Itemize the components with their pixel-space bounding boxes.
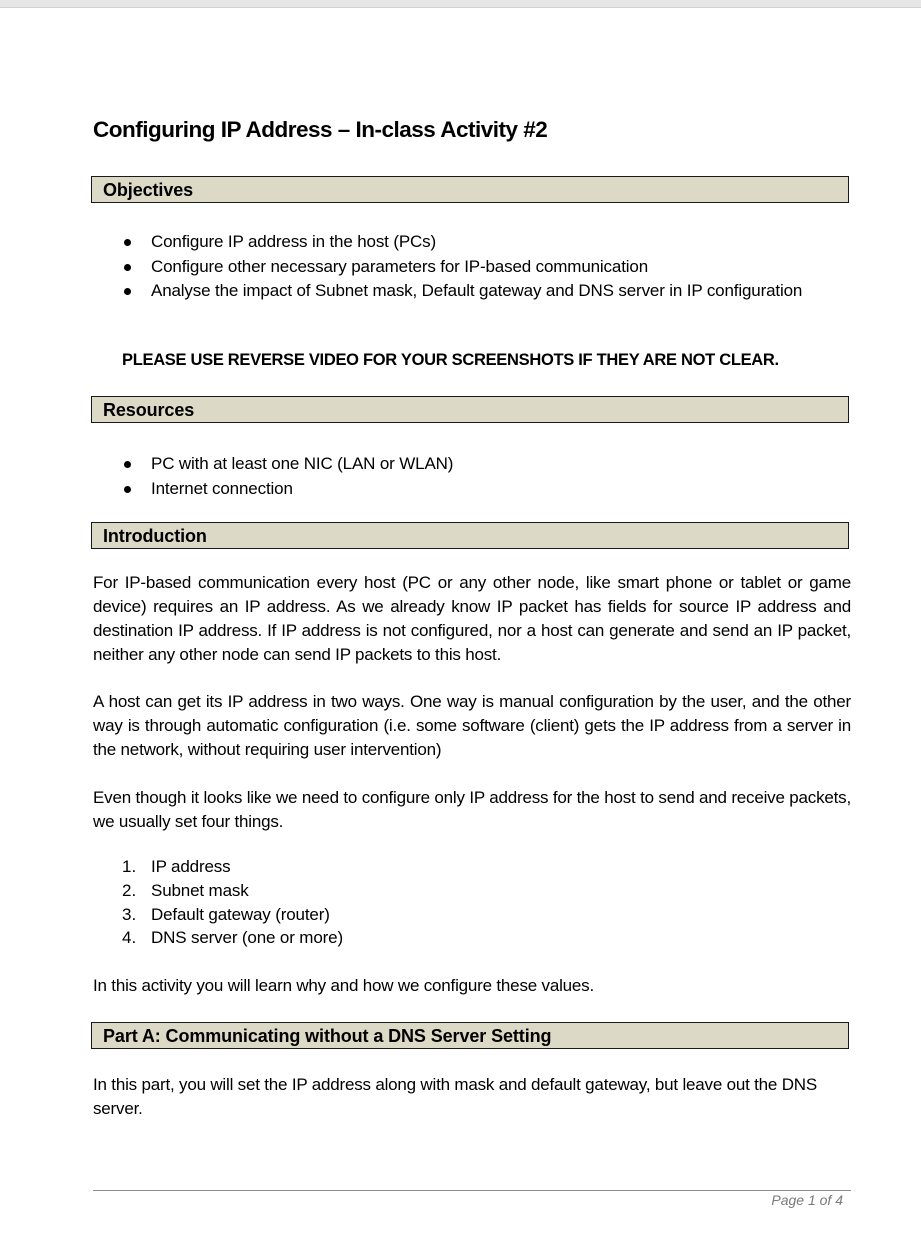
intro-paragraph-2: A host can get its IP address in two ways. One way is manual configuration by the user, and the other way is through automatic configuration (i.e. some software (client) gets the IP address from a server in the network, without requiring user intervention) xyxy=(93,692,851,759)
section-heading-part-a: Part A: Communicating without a DNS Server Setting xyxy=(103,1026,552,1046)
bullet-icon xyxy=(124,461,131,468)
section-header-resources xyxy=(91,396,849,423)
bullet-icon xyxy=(124,239,131,246)
intro-paragraph-1: For IP-based communication every host (PC or any other node, like smart phone or tablet or game device) requires an IP address. As we already know IP packet has fields for source IP address and destination IP address. If IP address is not configured, nor a host can generate and send an IP packet, neither any other node can send IP packets to this host. xyxy=(93,573,851,664)
bullet-icon xyxy=(124,288,131,295)
intro-paragraph-3: Even though it looks like we need to configure only IP address for the host to send and receive packets, we usually set four things. xyxy=(93,788,851,831)
section-header-introduction xyxy=(91,522,849,549)
section-header-objectives xyxy=(91,176,849,203)
bullet-icon xyxy=(124,264,131,271)
section-header-part-a xyxy=(91,1022,849,1049)
document-title: Configuring IP Address – In-class Activity #2 xyxy=(93,117,548,142)
screenshot-notice: PLEASE USE REVERSE VIDEO FOR YOUR SCREENSHOTS IF THEY ARE NOT CLEAR. xyxy=(122,351,779,369)
page-number: Page 1 of 4 xyxy=(771,1192,843,1208)
part-a-paragraph: In this part, you will set the IP address along with mask and default gateway, but leave out the DNS server. xyxy=(93,1075,818,1118)
section-heading-objectives: Objectives xyxy=(103,180,194,200)
bullet-icon xyxy=(124,486,131,493)
section-heading-resources: Resources xyxy=(103,400,195,420)
footer-divider xyxy=(93,1190,851,1191)
section-heading-introduction: Introduction xyxy=(103,526,207,546)
document-page: Configuring IP Address – In-class Activity #2 Objectives Configure IP address in the host (PCs) Configure other necessary parameters for IP-based communication Analyse the impact of Subnet mask, Default gateway and DNS server in IP configuration PLEASE USE REVERSE VIDEO FOR YOUR SCREENSHOTS IF THEY ARE NOT CLEAR. Resources PC with at least one NIC (LAN or WLAN) Internet connection Introduction For IP-based communication every host (PC or any other node, like smart phone or tablet or game device) requires an IP address. As we already know IP packet has fields for source IP address and destination IP address. If IP address is not configured, nor a host can generate and send an IP packet, neither any other node can send IP packets to this host. A host can get its IP address in two ways. One way is manual configuration by the user, and the other way is through automatic configuration (i.e. some software (client) gets the IP address from a server in the network, without requiring user intervention) Even though it looks like we need to configure only IP address for the host to send and receive packets, we usually set four things. 1. IP address 2. Subnet mask 3. Default gateway (router) 4. DNS server (one or more) In this activity you will learn why and how we configure these values. Part A: Communicating without a DNS Server Setting In this part, you will set the IP address along with mask and default gateway, but leave out the DNS server. Page 1 of 4 xyxy=(93,117,851,1208)
intro-closing: In this activity you will learn why and how we configure these values. xyxy=(93,976,594,995)
window-top-bar xyxy=(0,0,921,8)
